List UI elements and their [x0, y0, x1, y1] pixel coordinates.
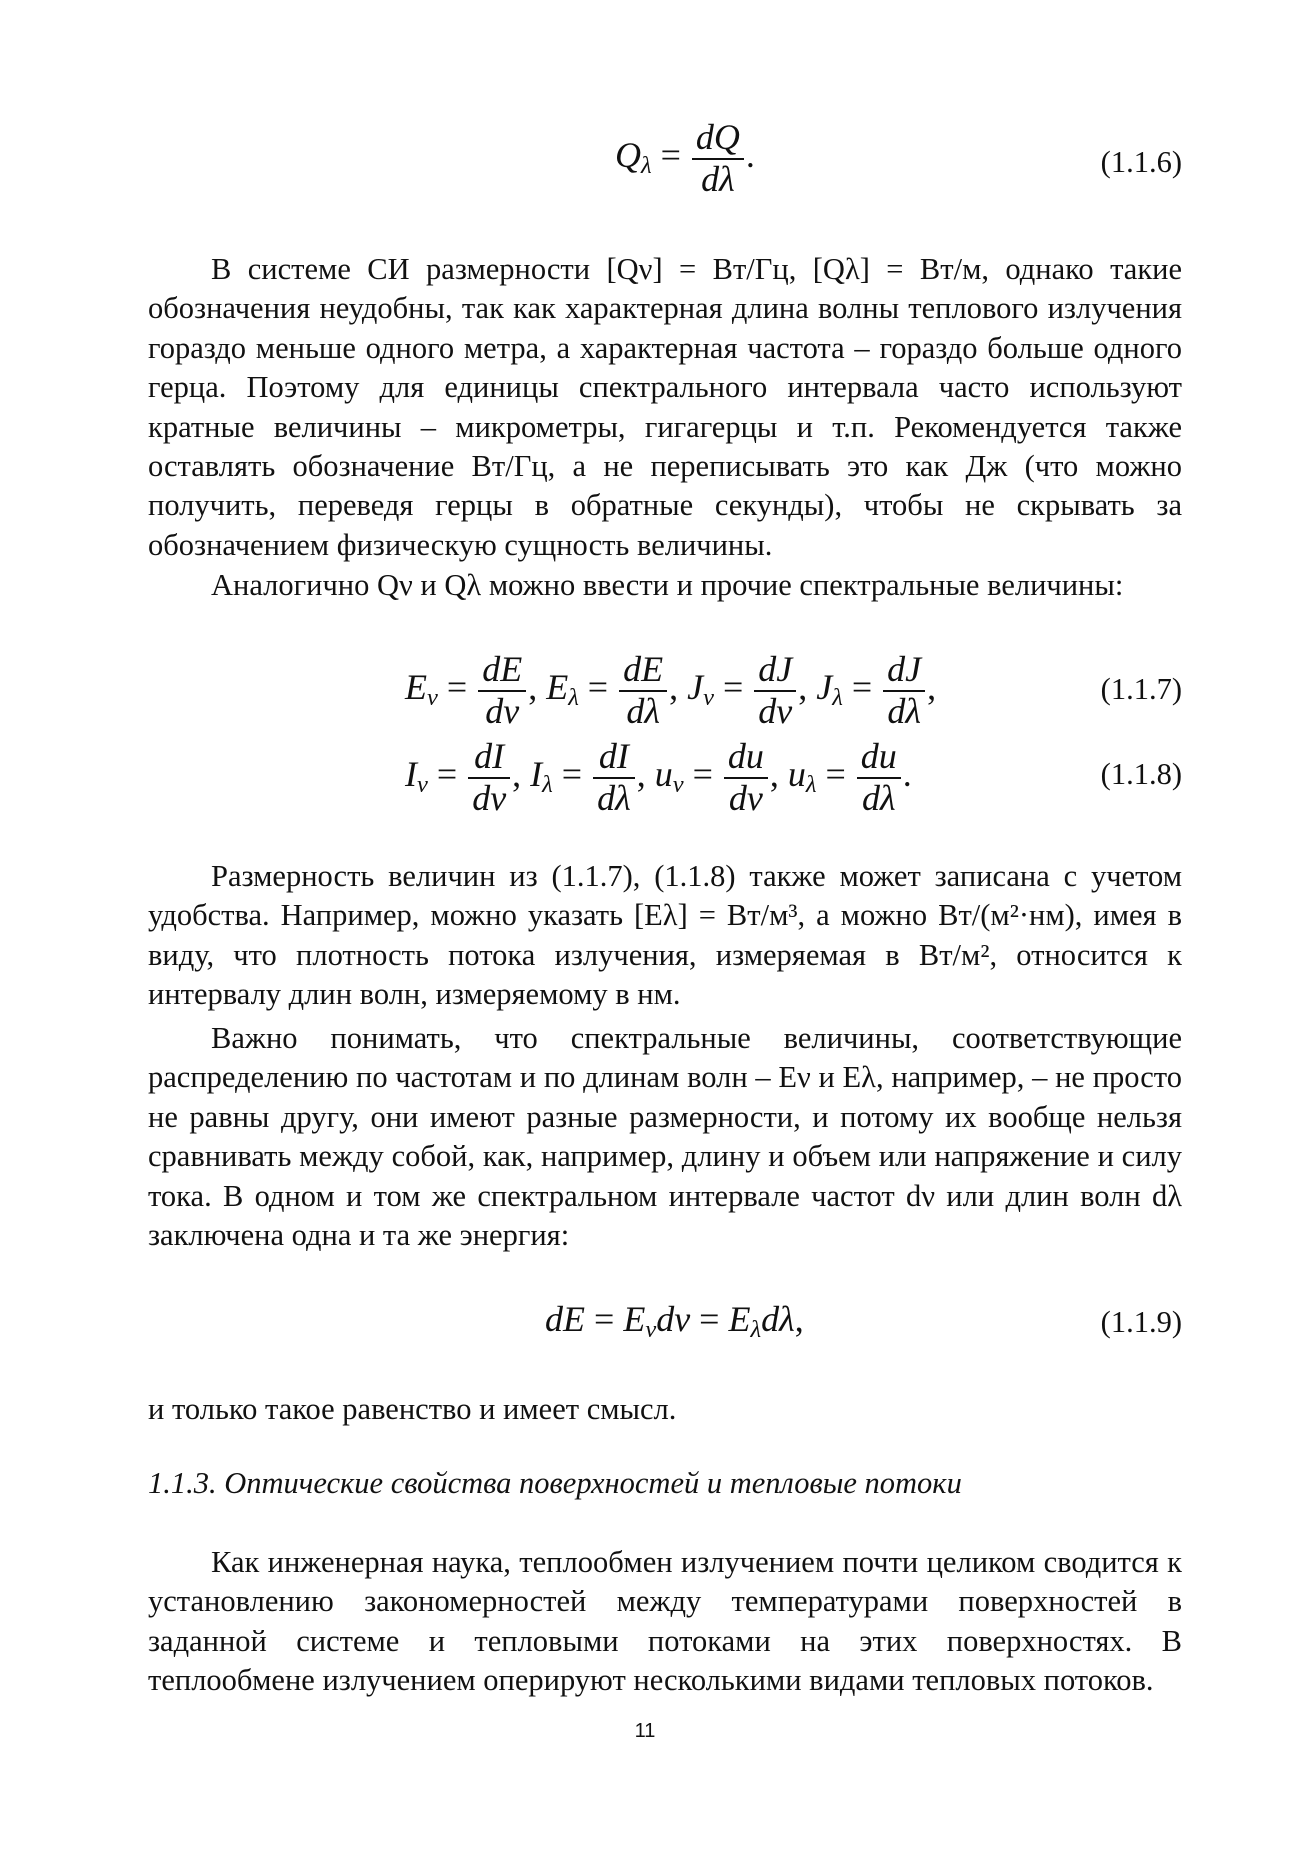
paragraph: Важно понимать, что спектральные величины, соответствующие распределению по частотам и по длинам волн – Eν и Eλ, например, – не просто не равны другу, они имеют разные размерности, и потому их вообще нельзя сравнивать между собой, как, например, длину и объем или напряжение и силу тока. В одном и том же спектральном интервале частот dν или длин волн dλ заключена одна и та же энергия:	[148, 1021, 1182, 1253]
equation-1-1-7: $E_\nu$ = $\frac{dE}{d\nu}$ , $E_\lambda$ = $\frac{dE}{d\lambda}$ , $J_\nu$ = $\frac{dJ}{d\nu}$ , $J_\lambda$ = $\frac{dJ}{d\lambda}$ ,	[405, 649, 937, 731]
equation-1-1-6: $Q_\lambda$ = $\frac{dQ}{d\lambda}$ .	[615, 117, 755, 199]
paragraph: и только такое равенство и имеет смысл.	[148, 1392, 677, 1426]
paragraph: Аналогично Qν и Qλ можно ввести и прочие спектральные величины:	[211, 568, 1124, 602]
equation-number: (1.1.6)	[1100, 145, 1182, 179]
page-number: 11	[634, 1720, 656, 1742]
section-heading: 1.1.3. Оптические свойства поверхностей и тепловые потоки	[148, 1466, 962, 1500]
equation-number: (1.1.8)	[1100, 757, 1182, 791]
equation-number: (1.1.9)	[1100, 1305, 1182, 1339]
paragraph: Размерность величин из (1.1.7), (1.1.8) также может записана с учетом удобства. Например, можно указать [Eλ] = Вт/м³, а можно Вт/(м²·нм), имея в виду, что плотность потока излучения, измеряемая в Вт/м², относится к интервалу длин волн, измеряемому в нм.	[148, 859, 1182, 1012]
paragraph: Как инженерная наука, теплообмен излучением почти целиком сводится к установлению закономерностей между температурами поверхностей в заданной системе и тепловыми потоками на этих поверхностях. В теплообмене излучением оперируют несколькими видами тепловых потоков.	[148, 1545, 1182, 1698]
equation-number: (1.1.7)	[1100, 672, 1182, 706]
equation-1-1-9: dE = $E_\nu d\nu = E_\lambda d\lambda$,	[545, 1299, 804, 1344]
paragraph: В системе СИ размерности [Qν] = Вт/Гц, [Qλ] = Вт/м, однако такие обозначения неудобны, так как характерная длина волны теплового излучения гораздо меньше одного метра, а характерная частота – гораздо больше одного герца. Поэтому для единицы спектрального интервала часто используют кратные величины – микрометры, гигагерцы и т.п. Рекомендуется также оставлять обозначение Вт/Гц, а не переписывать это как Дж (что можно получить, переведя герцы в обратные секунды), чтобы не скрывать за обозначением физическую сущность величины.	[148, 252, 1182, 562]
equation-1-1-8: $I_\nu$ = $\frac{dI}{d\nu}$ , $I_\lambda$ = $\frac{dI}{d\lambda}$ , $u_\nu$ = $\frac{du}{d\nu}$ , $u_\lambda$ = $\frac{du}{d\lambda}$ .	[405, 736, 912, 818]
